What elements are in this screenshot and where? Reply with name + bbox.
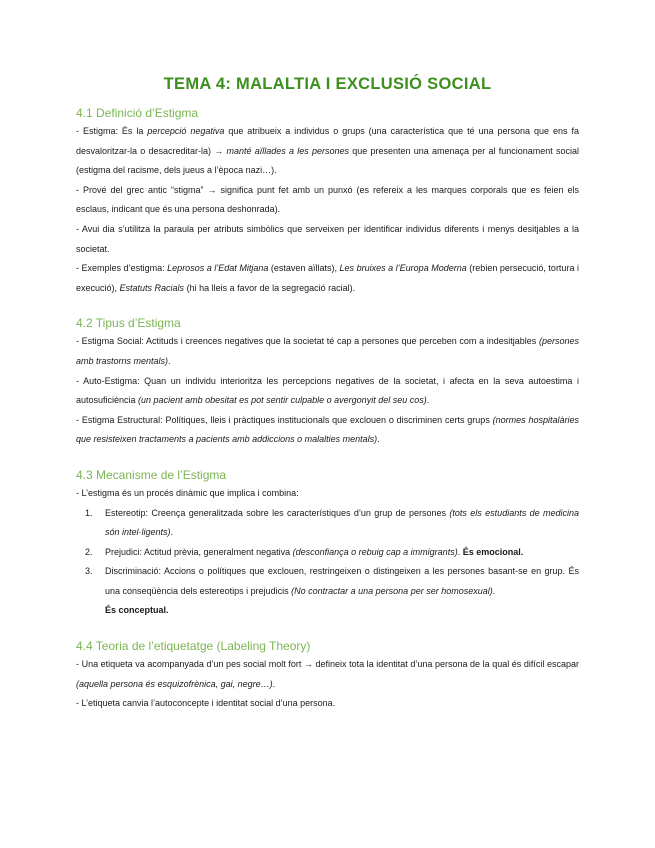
- paragraph: - L’etiqueta canvia l’autoconcepte i identitat social d’una persona.: [76, 698, 336, 709]
- paragraph: - Estigma Social: Actituds i creences negatives que la societat té cap a persones que perceben com a indesitjables (persones amb trastorns mentals).: [76, 336, 579, 366]
- page-title: TEMA 4: MALALTIA I EXCLUSIÓ SOCIAL: [163, 75, 492, 93]
- document-page: [76, 72, 579, 714]
- numbered-list: [76, 504, 579, 622]
- paragraph: - Prové del grec antic “stigma” → significa punt fet amb un punxó (es refereix a les marques corporals que es feien els esclaus, indicant que és una persona deshonrada).: [76, 184, 579, 215]
- paragraph: - Estigma Estructural: Polítiques, lleis i pràctiques institucionals que exclouen o discriminen certs grups (normes hospitalàries que resisteixen tractaments a pacients amb addiccions o malalties mentals).: [76, 414, 579, 445]
- paragraph: - Avui dia s’utilitza la paraula per atributs simbòlics que serveixen per identificar individus diferents i menys desitjables a la societat.: [76, 223, 579, 254]
- list-item: 2. Prejudici: Actitud prèvia, generalment negativa (desconfiança o rebuig cap a immigrants). És emocional.: [95, 543, 579, 563]
- section-heading-etiquetatge: 4.4 Teoria de l’etiquetatge (Labeling Theory): [76, 639, 311, 654]
- paragraph: - Auto-Estigma: Quan un individu interioritza les percepcions negatives de la societat, i afecta en la seva autoestima i autosuficiència (un pacient amb obesitat es pot sentir culpable o avergonyit del seu cos).: [76, 375, 579, 406]
- list-item: 1. Estereotip: Creença generalitzada sobre les característiques d’un grup de persones (tots els estudiants de medicina són intel·ligents).: [95, 504, 579, 543]
- section-heading-tipus: 4.2 Tipus d’Estigma: [76, 316, 181, 331]
- paragraph: - L’estigma és un procés dinàmic que implica i combina:: [76, 487, 299, 498]
- paragraph: - Una etiqueta va acompanyada d’un pes social molt fort → defineix tota la identitat d’una persona de la qual és difícil escapar (aquella persona és esquizofrènica, gai, negre…).: [76, 659, 579, 689]
- paragraph: - Exemples d’estigma: Leprosos a l’Edat Mitjana (estaven aïllats), Les bruixes a l’Europa Moderna (rebien persecució, tortura i execució), Estatuts Racials (hi ha lleis a favor de la segregació racial).: [76, 263, 579, 293]
- section-heading-definicio: 4.1 Definició d’Estigma: [76, 106, 199, 120]
- section-heading-mecanisme: 4.3 Mecanisme de l’Estigma: [76, 467, 227, 482]
- list-item: 3. Discriminació: Accions o polítiques que exclouen, restringeixen o distingeixen a les persones basant-se en grup. És una conseqüència dels estereotips i prejudicis (No contractar a una persona per ser homosexual). És conceptual.: [95, 562, 579, 621]
- paragraph: - Estigma: És la percepció negativa que atribueix a individus o grups (una característica que té una persona que ens fa desvaloritzar-la o desacreditar-la) → manté aïllades a les persones que presenten una amenaça per al funcionament social (estigma del racisme, dels jueus a l’època nazi…).: [76, 126, 579, 176]
